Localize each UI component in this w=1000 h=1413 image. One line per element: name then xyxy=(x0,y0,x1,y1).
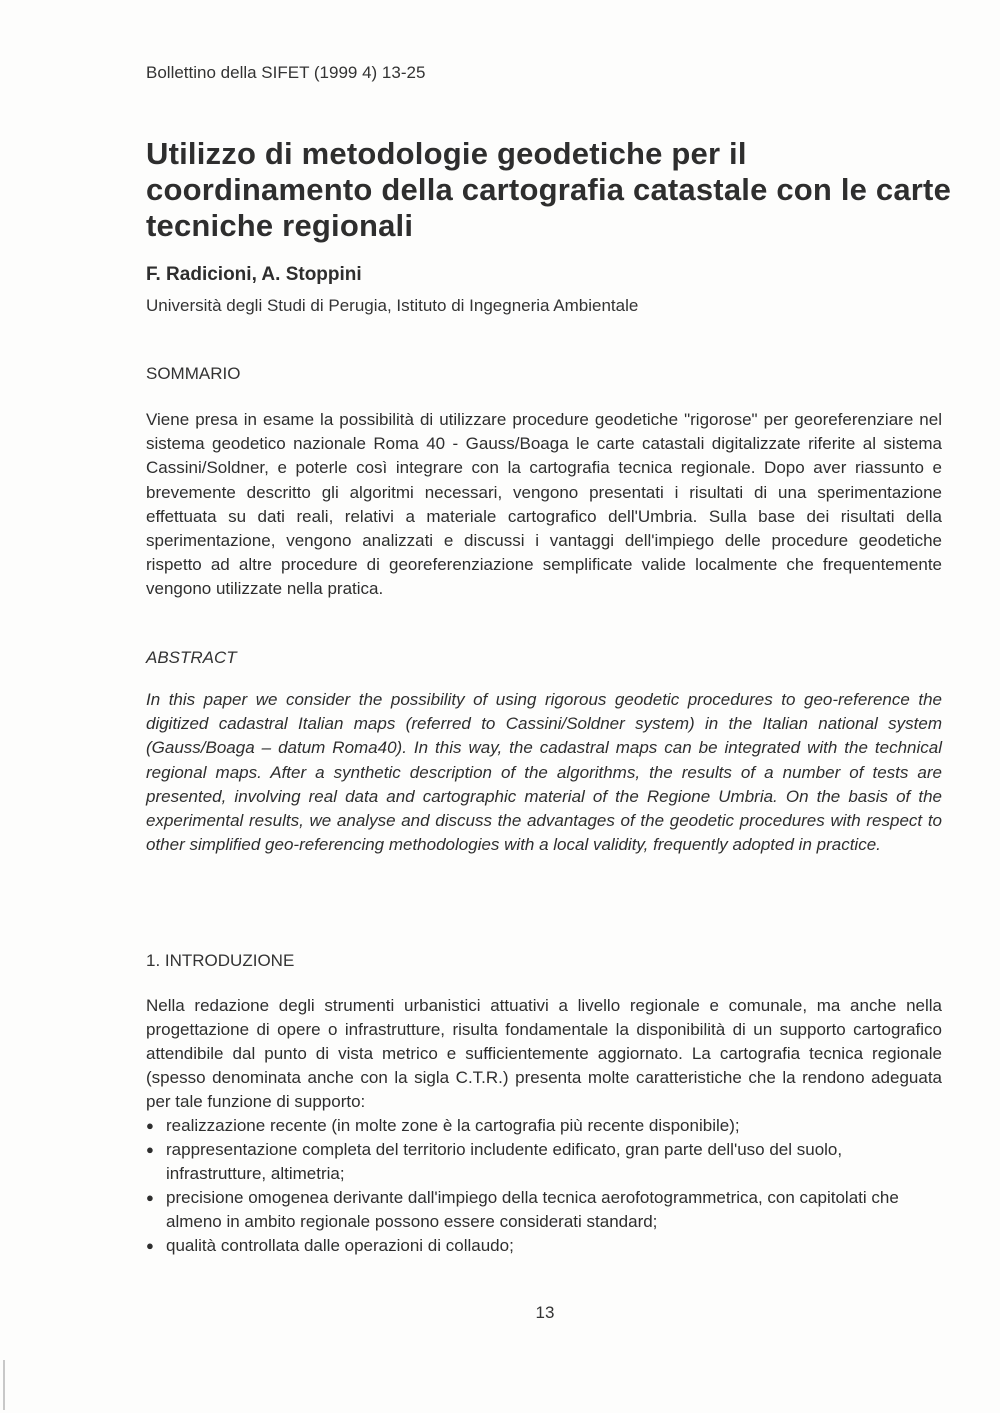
list-item xyxy=(146,1138,946,1186)
abstract-text: In this paper we consider the possibility of using rigorous geodetic procedures to geo-reference the digitized cadastral Italian maps (referred to Cassini/Soldner system) in the Italian national system (Gauss/Boaga – datum Roma40). In this way, the cadastral maps can be integrated with the technical regional maps. After a synthetic description of the algorithms, the results of a number of tests are presented, involving real data and cartographic material of the Regione Umbria. On the basis of the experimental results, we analyse and discuss the advantages of the geodetic procedures with respect to other simplified geo-referencing methodologies with a local validity, frequently adopted in practice. xyxy=(146,690,942,855)
introduction-text: Nella redazione degli strumenti urbanistici attuativi a livello regionale e comunale, ma anche nella progettazione di opere o infrastrutture, risulta fondamentale la disponibilità di un supporto cartografico attendibile dal punto di vista metrico e sufficientemente aggiornato. La cartografia tecnica regionale (spesso denominata anche con la sigla C.T.R.) presenta molte caratteristiche che la rendono adeguata per tale funzione di supporto: xyxy=(146,996,942,1111)
bullet-icon: ● xyxy=(146,1238,154,1253)
affiliation: Università degli Studi di Perugia, Istituto di Ingegneria Ambientale xyxy=(146,296,639,315)
bullet-icon: ● xyxy=(146,1142,154,1157)
list-item-text: realizzazione recente (in molte zone è la cartografia più recente disponibile); xyxy=(166,1116,740,1135)
sommario-heading: SOMMARIO xyxy=(146,364,241,383)
sommario-text: Viene presa in esame la possibilità di utilizzare procedure geodetiche "rigorose" per georeferenziare nel sistema geodetico nazionale Roma 40 - Gauss/Boaga le carte catastali digitalizzate riferite al sistema Cassini/Soldner, e poterle così integrare con la cartografia tecnica regionale. Dopo aver riassunto e brevemente descritto gli algoritmi necessari, vengono presentati i risultati di una sperimentazione effettuata su dati reali, relativi a materiale cartografico dell'Umbria. Sulla base dei risultati della sperimentazione, vengono analizzati e discussi i vantaggi dell'impiego delle procedure geodetiche rispetto ad altre procedure di georeferenziazione semplificate valide localmente che frequentemente vengono utilizzate nella pratica. xyxy=(146,410,942,599)
list-item xyxy=(146,1234,946,1258)
introduction-heading: 1. INTRODUZIONE xyxy=(146,951,295,970)
bullet-icon: ● xyxy=(146,1190,154,1205)
list-item-text: precisione omogenea derivante dall'impiego della tecnica aerofotogrammetrica, con capitolati che almeno in ambito regionale possono essere considerati standard; xyxy=(166,1188,899,1231)
abstract-heading: ABSTRACT xyxy=(146,648,237,667)
list-item-text: rappresentazione completa del territorio includente edificato, gran parte dell'uso del suolo, infrastrutture, altimetria; xyxy=(166,1140,843,1183)
scan-edge-mark xyxy=(3,1360,5,1410)
list-item-text: qualità controllata dalle operazioni di collaudo; xyxy=(166,1236,514,1255)
bullet-icon: ● xyxy=(146,1118,154,1133)
list-item xyxy=(146,1186,946,1234)
paper-title: Utilizzo di metodologie geodetiche per il coordinamento della cartografia catastale con le carte tecniche regionali xyxy=(146,136,952,243)
authors: F. Radicioni, A. Stoppini xyxy=(146,264,362,285)
list-item xyxy=(146,1114,946,1138)
introduction-bullet-list xyxy=(146,1114,946,1258)
journal-header: Bollettino della SIFET (1999 4) 13-25 xyxy=(146,63,426,82)
page-number: 13 xyxy=(535,1303,555,1322)
